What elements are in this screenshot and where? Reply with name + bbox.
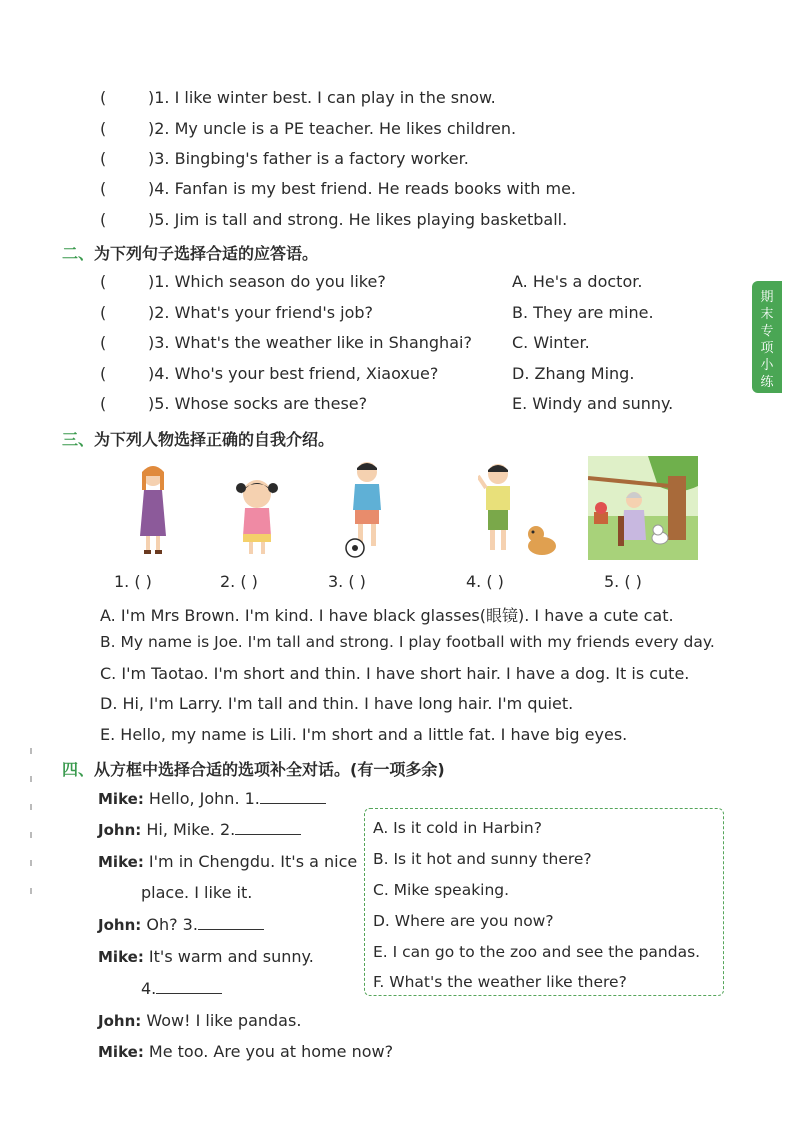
caption-4: 4. ( ) xyxy=(466,572,504,591)
s2-answer-b: B. They are mine. xyxy=(512,303,654,322)
box-option-c: C. Mike speaking. xyxy=(373,881,510,899)
dialogue-line-2: John: Hi, Mike. 2. xyxy=(98,820,301,839)
s3-option-a: A. I'm Mrs Brown. I'm kind. I have black glasses(眼镜). I have a cute cat. xyxy=(100,606,674,625)
dialogue-line-7: 4. xyxy=(141,979,222,998)
dialogue-line-5: John: Oh? 3. xyxy=(98,915,264,934)
side-tab: 期 末 专 项 小 练 xyxy=(752,281,782,393)
section4-heading: 四、从方框中选择合适的选项补全对话。(有一项多余) xyxy=(62,760,445,779)
margin-dot xyxy=(30,804,32,810)
s3-option-b: B. My name is Joe. I'm tall and strong. I play football with my friends every day. xyxy=(100,633,715,651)
margin-dot xyxy=(30,748,32,754)
box-option-b: B. Is it hot and sunny there? xyxy=(373,850,592,868)
s2-answer-e: E. Windy and sunny. xyxy=(512,394,674,413)
s2-answer-a: A. He's a doctor. xyxy=(512,272,643,291)
s3-option-e: E. Hello, my name is Lili. I'm short and a little fat. I have big eyes. xyxy=(100,725,628,744)
box-option-e: E. I can go to the zoo and see the pandas. xyxy=(373,943,701,961)
margin-dot xyxy=(30,832,32,838)
section2-heading: 二、为下列句子选择合适的应答语。 xyxy=(62,244,319,263)
person-mrs-brown-illustration xyxy=(130,460,176,556)
s1-item-1: ( )1. I like winter best. I can play in the snow. xyxy=(100,88,496,107)
box-option-d: D. Where are you now? xyxy=(373,912,554,930)
dialogue-line-8: John: Wow! I like pandas. xyxy=(98,1011,302,1030)
answer-blank-3[interactable] xyxy=(198,915,264,930)
section3-heading: 三、为下列人物选择正确的自我介绍。 xyxy=(62,430,335,449)
box-option-f: F. What's the weather like there? xyxy=(373,973,627,991)
s1-item-4: ( )4. Fanfan is my best friend. He reads books with me. xyxy=(100,179,576,198)
margin-dot xyxy=(30,888,32,894)
answer-blank-4[interactable] xyxy=(156,979,222,994)
s2-question-2: ( )2. What's your friend's job? xyxy=(100,303,374,322)
box-option-a: A. Is it cold in Harbin? xyxy=(373,819,542,837)
person-grandma-with-cat-illustration xyxy=(588,456,698,560)
s2-question-3: ( )3. What's the weather like in Shanghai? xyxy=(100,333,472,352)
answer-blank-2[interactable] xyxy=(235,820,301,835)
s3-option-c: C. I'm Taotao. I'm short and thin. I have short hair. I have a dog. It is cute. xyxy=(100,664,690,683)
dialogue-line-9: Mike: Me too. Are you at home now? xyxy=(98,1042,394,1061)
s2-question-4: ( )4. Who's your best friend, Xiaoxue? xyxy=(100,364,439,383)
dialogue-line-1: Mike: Hello, John. 1. xyxy=(98,789,326,808)
s2-question-1: ( )1. Which season do you like? xyxy=(100,272,386,291)
dialogue-line-4: place. I like it. xyxy=(141,883,253,902)
margin-dot xyxy=(30,776,32,782)
s1-item-5: ( )5. Jim is tall and strong. He likes playing basketball. xyxy=(100,210,568,229)
person-joe-illustration xyxy=(343,458,389,560)
options-box xyxy=(364,808,724,996)
person-taotao-with-dog-illustration xyxy=(478,460,562,558)
s2-answer-c: C. Winter. xyxy=(512,333,590,352)
margin-dot xyxy=(30,860,32,866)
caption-2: 2. ( ) xyxy=(220,572,258,591)
s1-item-3: ( )3. Bingbing's father is a factory worker. xyxy=(100,149,469,168)
dialogue-line-6: Mike: It's warm and sunny. xyxy=(98,947,314,966)
s2-answer-d: D. Zhang Ming. xyxy=(512,364,635,383)
person-lili-illustration xyxy=(235,474,279,558)
answer-blank-1[interactable] xyxy=(260,789,326,804)
s2-question-5: ( )5. Whose socks are these? xyxy=(100,394,368,413)
caption-1: 1. ( ) xyxy=(114,572,152,591)
s3-option-d: D. Hi, I'm Larry. I'm tall and thin. I have long hair. I'm quiet. xyxy=(100,694,574,713)
s1-item-2: ( )2. My uncle is a PE teacher. He likes children. xyxy=(100,119,517,138)
caption-5: 5. ( ) xyxy=(604,572,642,591)
caption-3: 3. ( ) xyxy=(328,572,366,591)
dialogue-line-3: Mike: I'm in Chengdu. It's a nice xyxy=(98,852,358,871)
